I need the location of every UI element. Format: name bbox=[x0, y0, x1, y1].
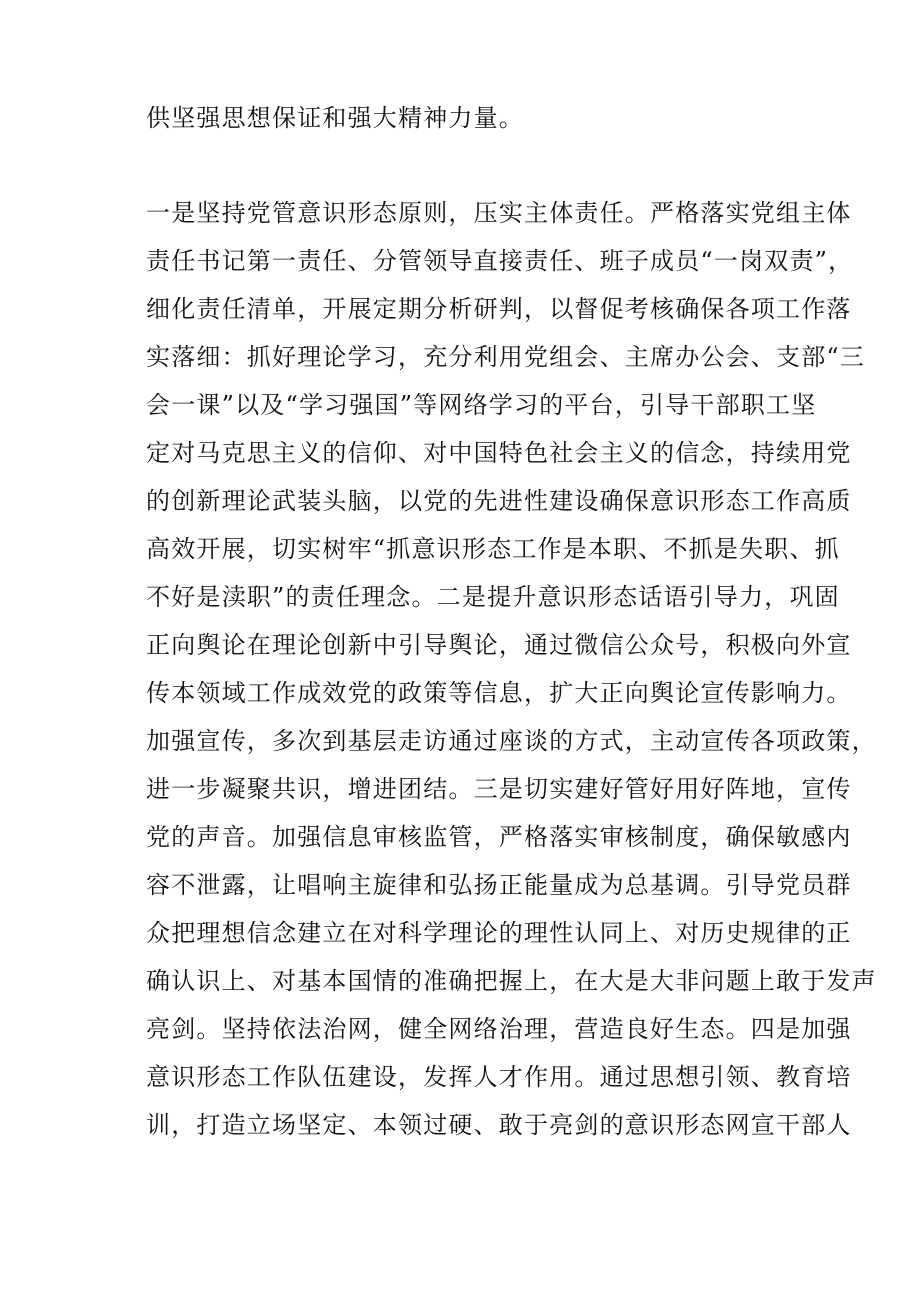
paragraph-2-line-1: 一是坚持党管意识形态原则，压实主体责任。严格落实党组主体 bbox=[146, 199, 852, 227]
paragraph-2-line-16: 众把理想信念建立在对科学理论的理性认同上、对历史规律的正 bbox=[146, 919, 852, 947]
paragraph-2-line-9: 不好是渎职”的责任理念。二是提升意识形态话语引导力，巩固 bbox=[146, 583, 840, 611]
paragraph-1-line-1: 供坚强思想保证和强大精神力量。 bbox=[146, 104, 524, 132]
paragraph-2-line-3: 细化责任清单，开展定期分析研判，以督促考核确保各项工作落 bbox=[146, 295, 852, 323]
paragraph-2-line-19: 意识形态工作队伍建设，发挥人才作用。通过思想引领、教育培 bbox=[146, 1063, 852, 1091]
paragraph-2-line-17: 确认识上、对基本国情的准确把握上，在大是大非问题上敢于发声 bbox=[146, 967, 877, 995]
paragraph-2-line-6: 定对马克思主义的信仰、对中国特色社会主义的信念，持续用党 bbox=[146, 439, 852, 467]
paragraph-2-line-8: 高效开展，切实树牢“抓意识形态工作是本职、不抓是失职、抓 bbox=[146, 535, 840, 563]
paragraph-2-line-5: 会一课”以及“学习强国”等网络学习的平台，引导干部职工坚 bbox=[146, 391, 817, 419]
paragraph-2-line-18: 亮剑。坚持依法治网，健全网络治理，营造良好生态。四是加强 bbox=[146, 1015, 852, 1043]
paragraph-2-line-12: 加强宣传，多次到基层走访通过座谈的方式，主动宣传各项政策， bbox=[146, 727, 877, 755]
paragraph-2-line-11: 传本领域工作成效党的政策等信息，扩大正向舆论宣传影响力。 bbox=[146, 679, 852, 707]
paragraph-2-line-4: 实落细：抓好理论学习，充分利用党组会、主席办公会、支部“三 bbox=[146, 343, 866, 371]
paragraph-2-line-10: 正向舆论在理论创新中引导舆论，通过微信公众号，积极向外宣 bbox=[146, 631, 852, 659]
paragraph-2-line-13: 进一步凝聚共识，增进团结。三是切实建好管好用好阵地，宣传 bbox=[146, 775, 852, 803]
paragraph-2-line-7: 的创新理论武装头脑，以党的先进性建设确保意识形态工作高质 bbox=[146, 487, 852, 515]
paragraph-2-line-15: 容不泄露，让唱响主旋律和弘扬正能量成为总基调。引导党员群 bbox=[146, 871, 852, 899]
paragraph-2-line-14: 党的声音。加强信息审核监管，严格落实审核制度，确保敏感内 bbox=[146, 823, 852, 851]
paragraph-2-line-20: 训，打造立场坚定、本领过硬、敢于亮剑的意识形态网宣干部人 bbox=[146, 1111, 852, 1139]
paragraph-2-line-2: 责任书记第一责任、分管领导直接责任、班子成员“一岗双责”， bbox=[146, 247, 854, 275]
